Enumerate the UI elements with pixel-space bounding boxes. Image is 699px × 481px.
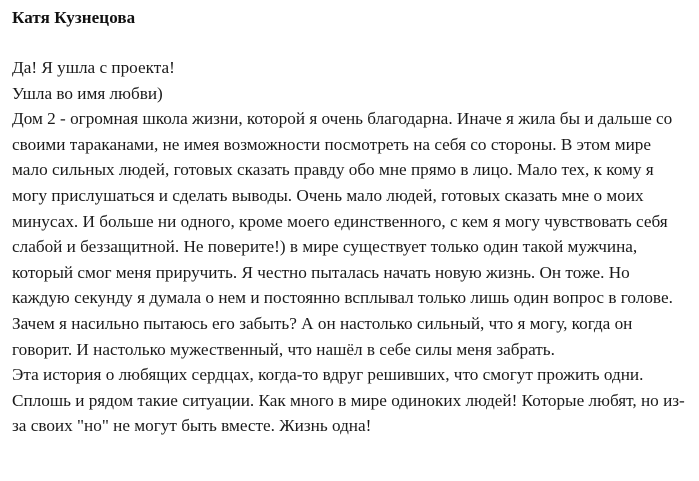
author-body-spacer [10,28,687,55]
paragraph: Сплошь и рядом такие ситуации. Как много в мире одиноких людей! Которые любят, но из-за своих "но" не могут быть вместе. Жизнь одна! [12,390,685,436]
paragraph: Ушла во имя любви) [12,83,163,103]
paragraph: Эта история о любящих сердцах, когда-то вдруг решивших, что смогут прожить одни. [12,365,644,385]
post-body [12,55,687,439]
paragraph: Дом 2 - огромная школа жизни, которой я очень благодарна. Иначе я жила бы и дальше со своими тараканами, не имея возможности посмотреть на себя со стороны. В этом мире мало сильных людей, готовых сказать правду обо мне прямо в лицо. Мало тех, к кому я могу прислушаться и сделать выводы. Очень мало людей, готовых сказать мне о моих минусах. И больше ни одного, кроме моего единственного, с кем я могу чувствовать себя слабой и беззащитной. Не поверите!) в мире существует только один такой мужчина, который смог меня приручить. Я честно пыталась начать новую жизнь. Он тоже. Но каждую секунду я думала о нем и постоянно всплывал только лишь один вопрос в голове. Зачем я насильно пытаюсь его забыть? А он настолько сильный, что я могу, когда он говорит. И настолько мужественный, что нашёл в себе силы меня забрать. [12,109,673,359]
paragraph: Да! Я ушла с проекта! [12,58,175,77]
author-name: Катя Кузнецова [12,8,136,27]
